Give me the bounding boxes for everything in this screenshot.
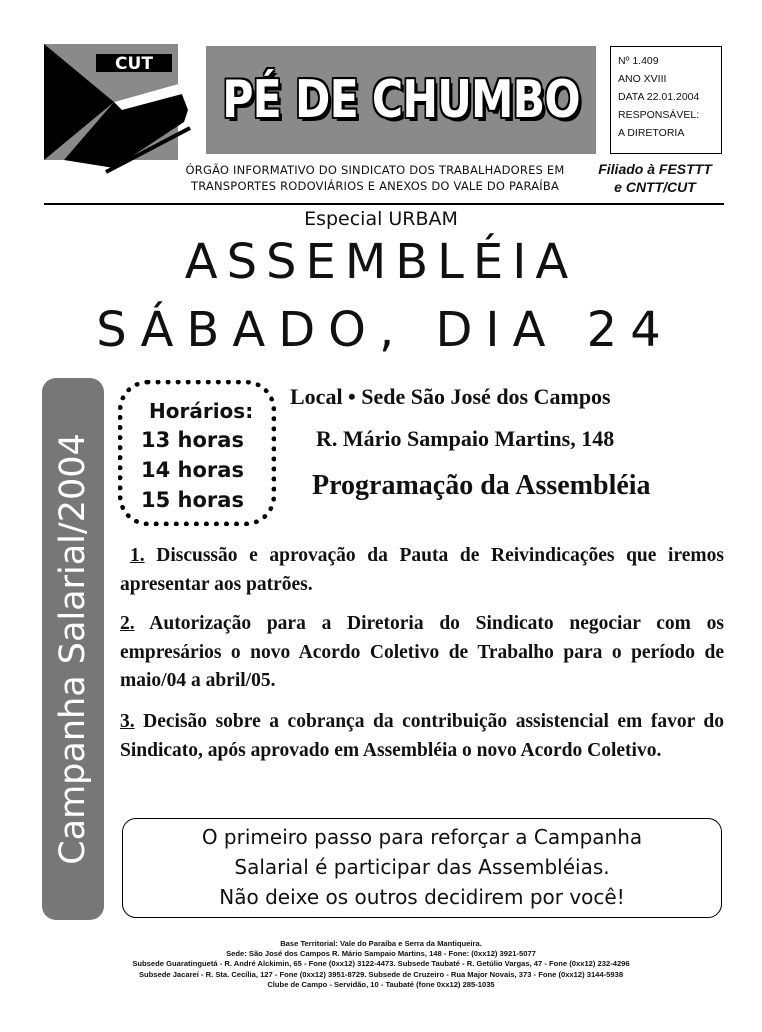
newspaper-title: PÉ DE CHUMBO [222,70,580,130]
footer-contacts [0,939,762,990]
agenda-item-3 [120,708,724,765]
subtitle-line-1: ÓRGÃO INFORMATIVO DO SINDICATO DOS TRABALHADORES EM [185,163,565,177]
issue-date: DATA 22.01.2004 [618,91,700,103]
campaign-side-tab-text: Campanha Salarial/2004 [53,433,93,865]
address-line: R. Mário Sampaio Martins, 148 [316,426,615,451]
responsible-label: RESPONSÁVEL: [618,109,700,121]
issue-year: ANO XVIII [618,73,667,85]
footer-line: Clube de Campo - Servidão, 10 - Taubaté (fone 0xx12) 285-1035 [267,979,495,989]
piano-logo-icon [44,44,194,176]
location-line: Local • Sede São José dos Campos [290,384,611,409]
callout-box [122,818,722,918]
footer-line: Base Territorial: Vale do Paraíba e Serra da Mantiqueira. [280,939,482,948]
affiliation-line-2: e CNTT/CUT [614,179,696,195]
footer-line: Subsede Jacareí - R. Sta. Cecília, 127 - Fone (0xx12) 3951-8729. Subsede de Cruzeiro - Rua Major Novais, 373 - Fone (0xx12) 3144-5938 [138,969,624,979]
issue-number: Nº 1.409 [618,55,659,67]
subtitle-line-2: TRANSPORTES RODOVIÁRIOS E ANEXOS DO VALE DO PARAÍBA [190,179,560,193]
footer-line: Sede: São José dos Campos R. Mário Sampaio Martins, 148 - Fone: (0xx12) 3921-5077 [226,949,536,959]
headline-assembly: ASSEMBLÉIA [184,234,578,290]
affiliation-line-1: Filiado à FESTTT [598,161,712,177]
special-label: Especial URBAM [304,208,458,230]
agenda-item-number: 2. [120,613,135,634]
responsible-value: A DIRETORIA [618,127,685,139]
hour-item: 15 horas [141,488,244,512]
masthead-subtitle [160,162,590,194]
affiliation [590,160,720,196]
callout-line-2: Salarial é participar das Assembléias. [234,855,610,879]
hours-title: Horários: [149,399,254,423]
cut-logo [44,44,194,176]
agenda-item-text: Autorização para a Diretoria do Sindicato negociar com os empresários o novo Acordo Coletivo de Trabalho para o período de maio/04 a abril/05. [120,613,724,691]
hour-item: 14 horas [141,458,244,482]
agenda-item-number: 3. [120,711,135,732]
logo-text: CUT [115,54,153,74]
agenda-item-2 [120,610,724,696]
headline-date: SÁBADO, DIA 24 [96,302,674,358]
issue-info-box [610,46,722,154]
callout-line-3: Não deixe os outros decidirem por você! [219,885,625,909]
agenda-item-text: Discussão e aprovação da Pauta de Reivindicações que iremos apresentar aos patrões. [120,545,724,595]
hours-box [118,380,276,526]
program-title: Programação da Assembléia [312,470,651,501]
agenda-item-number: 1. [130,545,145,566]
header-divider [44,203,724,205]
callout-line-1: O primeiro passo para reforçar a Campanha [201,825,643,849]
footer-line: Subsede Guaratinguetá - R. André Alckimin, 65 - Fone (0xx12) 3122-4473. Subsede Taubaté - R. Getúlio Vargas, 47 - Fone (0xx12) 232-4296 [132,959,630,969]
agenda-item-text: Decisão sobre a cobrança da contribuição assistencial em favor do Sindicato, após aprovado em Assembléia o novo Acordo Coletivo. [120,711,724,761]
agenda-item-1 [120,542,724,599]
masthead [206,46,596,154]
hour-item: 13 horas [141,428,244,452]
